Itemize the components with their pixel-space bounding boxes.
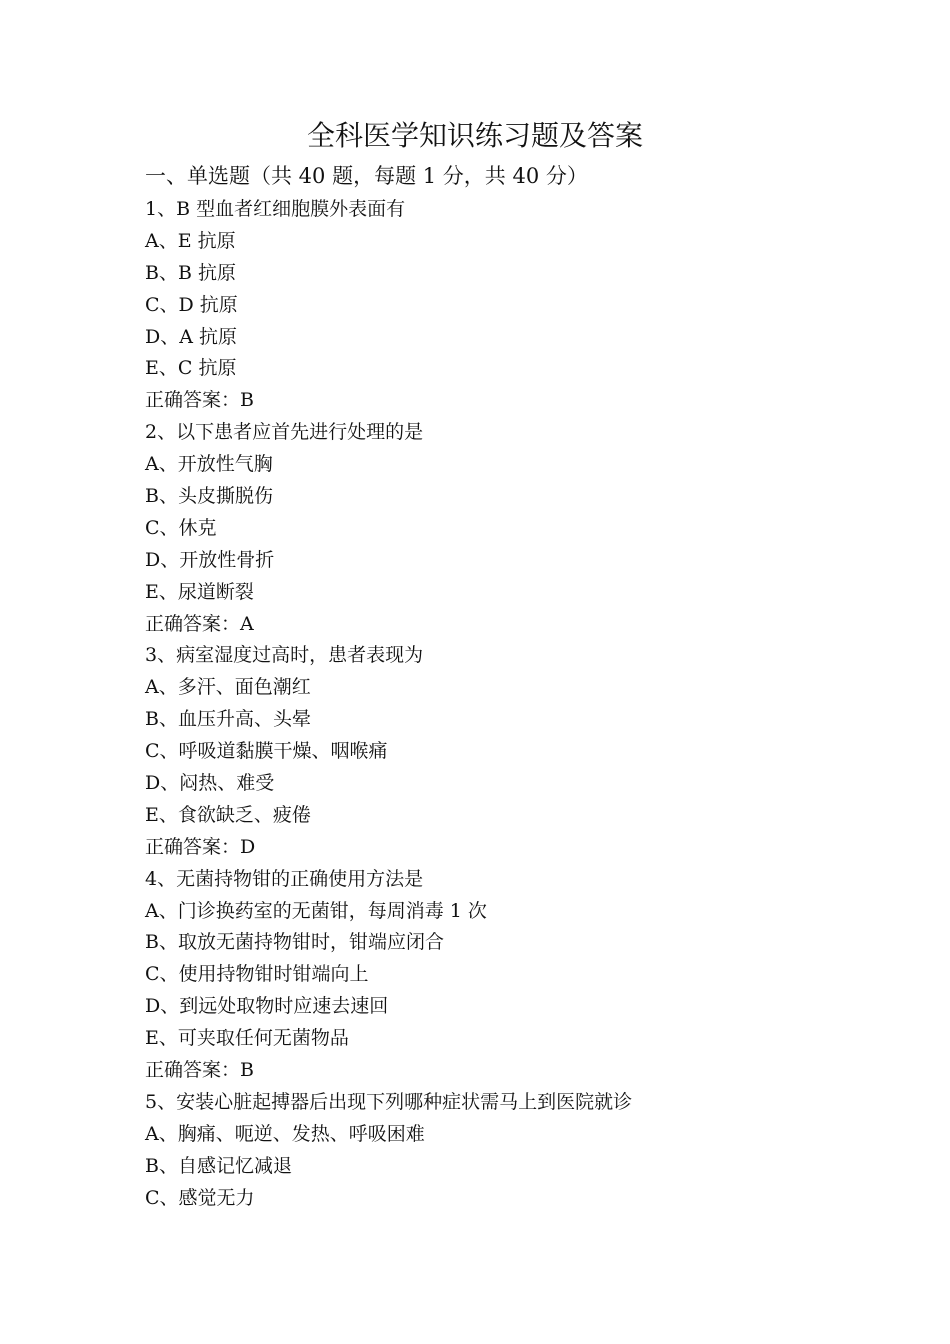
option-a: A、门诊换药室的无菌钳，每周消毒 1 次	[145, 899, 487, 922]
option-e: E、食欲缺乏、疲倦	[145, 803, 311, 826]
option-a: A、多汗、面色潮红	[145, 676, 311, 699]
page-title: 全科医学知识练习题及答案	[306, 119, 643, 152]
question-block	[145, 640, 905, 863]
option-a: A、E 抗原	[145, 229, 236, 252]
option-b: B、自感记忆减退	[145, 1154, 292, 1177]
document-body	[145, 160, 905, 1215]
question-block	[145, 1087, 905, 1215]
question-stem: 1、B 型血者红细胞膜外表面有	[145, 198, 406, 220]
correct-answer: 正确答案：B	[145, 389, 254, 412]
correct-answer: 正确答案：B	[145, 1059, 254, 1082]
question-stem: 2、以下患者应首先进行处理的是	[145, 421, 424, 444]
option-a: A、胸痛、呃逆、发热、呼吸困难	[145, 1122, 425, 1145]
option-c: C、使用持物钳时钳端向上	[145, 963, 369, 986]
question-stem: 3、病室湿度过高时，患者表现为	[145, 644, 424, 667]
option-e: E、C 抗原	[145, 357, 237, 380]
option-c: C、休克	[145, 516, 217, 539]
option-c: C、D 抗原	[145, 293, 238, 316]
section-heading: 一、单选题（共 40 题，每题 1 分，共 40 分）	[145, 164, 588, 188]
option-d: D、开放性骨折	[145, 548, 275, 571]
option-b: B、血压升高、头晕	[145, 708, 311, 731]
option-a: A、开放性气胸	[145, 453, 273, 476]
option-b: B、B 抗原	[145, 261, 236, 284]
question-stem: 4、无菌持物钳的正确使用方法是	[145, 867, 424, 890]
question-block	[145, 194, 905, 417]
option-b: B、头皮撕脱伤	[145, 485, 273, 508]
question-block	[145, 864, 905, 1087]
option-d: D、到远处取物时应速去速回	[145, 995, 389, 1018]
option-b: B、取放无菌持物钳时，钳端应闭合	[145, 931, 444, 954]
option-c: C、呼吸道黏膜干燥、咽喉痛	[145, 740, 388, 763]
correct-answer: 正确答案：A	[145, 612, 254, 635]
correct-answer: 正确答案：D	[145, 835, 256, 858]
option-c: C、感觉无力	[145, 1186, 255, 1209]
option-d: D、闷热、难受	[145, 772, 275, 795]
option-d: D、A 抗原	[145, 325, 237, 348]
question-stem: 5、安装心脏起搏器后出现下列哪种症状需马上到医院就诊	[145, 1090, 633, 1113]
option-e: E、可夹取任何无菌物品	[145, 1027, 349, 1050]
question-block	[145, 417, 905, 640]
option-e: E、尿道断裂	[145, 580, 254, 603]
